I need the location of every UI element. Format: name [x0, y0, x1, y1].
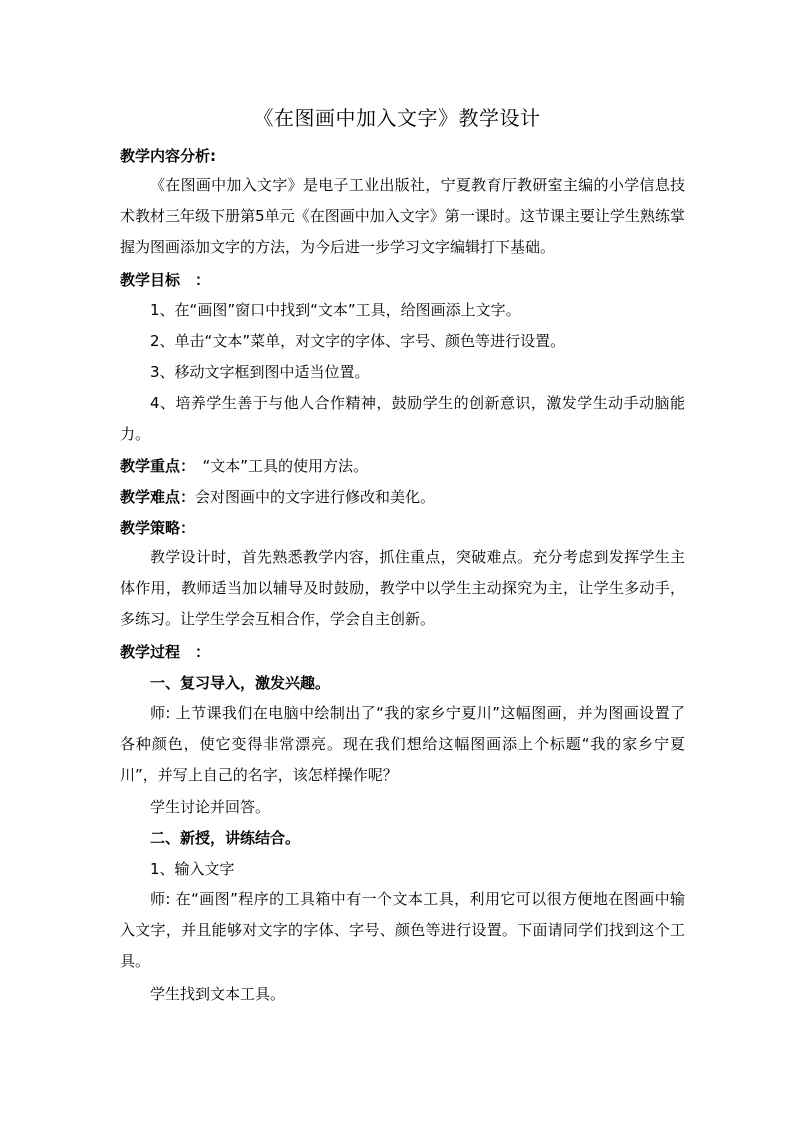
process-section1-student: 学生讨论并回答。 — [150, 798, 271, 816]
key-point-row — [120, 456, 368, 476]
process-heading: 教学过程 ： — [120, 643, 211, 661]
process-section1-title: 一、复习导入，激发兴趣。 — [150, 674, 331, 692]
goals-heading: 教学目标 ： — [120, 271, 211, 289]
process-section1-teacher: 师: 上节课我们在电脑中绘制出了“我的家乡宁夏川”这幅图画，并为图画设置了各种颜色，使它变得非常漂亮。现在我们想给这幅图画添上个标题“我的家乡宁夏川”，并写上自己的名字，该怎样操作呢？ — [120, 704, 685, 784]
content-analysis-heading: 教学内容分析: — [120, 147, 216, 165]
difficulty-label: 教学难点： — [120, 488, 196, 506]
goal-item-3: 3、移动文字框到图中适当位置。 — [150, 363, 370, 381]
difficulty-row — [120, 487, 435, 507]
goal-item-1: 1、在“画图”窗口中找到“文本”工具，给图画添上文字。 — [150, 301, 521, 319]
process-section2-title: 二、新授，讲练结合。 — [150, 829, 301, 847]
document-title: 《在图画中加入文字》教学设计 — [253, 106, 541, 130]
goal-item-2: 2、单击“文本”菜单，对文字的字体、字号、颜色等进行设置。 — [150, 332, 566, 350]
key-point-label: 教学重点： — [120, 457, 188, 475]
process-section2-teacher: 师: 在“画图”程序的工具箱中有一个文本工具，利用它可以很方便地在图画中输入文字，并且能够对文字的字体、字号、颜色等进行设置。下面请同学们找到这个工具。 — [120, 890, 685, 970]
goal-item-4: 4、培养学生善于与他人合作精神，鼓励学生的创新意识，激发学生动手动脑能力。 — [120, 394, 685, 443]
process-section2-student: 学生找到文本工具。 — [150, 985, 286, 1003]
strategy-paragraph: 教学设计时，首先熟悉教学内容，抓住重点，突破难点。充分考虑到发挥学生主体作用，教师适当加以辅导及时鼓励，教学中以学生主动探究为主，让学生多动手，多练习。让学生学会互相合作，学会自主创新。 — [120, 548, 685, 628]
difficulty-text: 会对图画中的文字进行修改和美化。 — [195, 488, 436, 506]
strategy-heading: 教学策略： — [120, 519, 196, 537]
process-section2-sub1: 1、输入文字 — [150, 860, 235, 878]
key-point-text: “文本”工具的使用方法。 — [187, 457, 369, 475]
content-analysis-paragraph: 《在图画中加入文字》是电子工业出版社，宁夏教育厅教研室主编的小学信息技术教材三年级下册第5单元《在图画中加入文字》第一课时。这节课主要让学生熟练掌握为图画添加文字的方法，为今后进一步学习文字编辑打下基础。 — [120, 176, 685, 256]
